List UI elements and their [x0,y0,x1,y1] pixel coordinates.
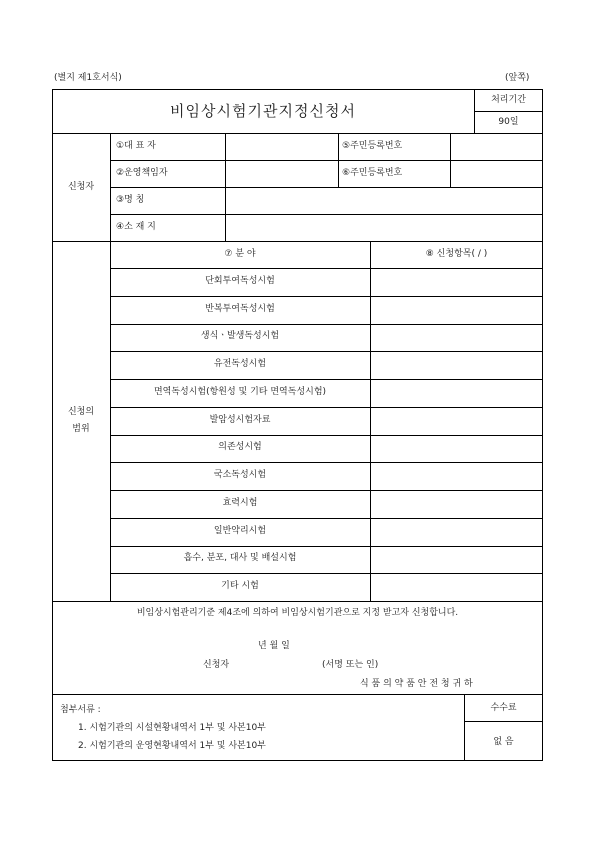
name-label: ③명 칭 [116,195,145,205]
scope-field-label: 생식ㆍ발생독성시험 [200,331,280,341]
scope-field-label: 발암성시험자료 [209,415,271,425]
scope-field-label: 흡수, 분포, 대사 및 배설시험 [183,553,297,563]
attachment-item: 1. 시험기관의 시설현황내역서 1부 및 사본10부 [78,723,266,733]
scope-field-label: 단회투여독성시험 [205,276,275,286]
rrn2-label: ⑥주민등록번호 [342,168,403,178]
processing-period-value: 90일 [498,117,519,127]
signature-note: (서명 또는 인) [322,660,379,670]
scope-field-label: 의존성시험 [218,442,262,452]
representative-label: ①대 표 자 [116,141,156,151]
scope-item-field[interactable] [371,574,542,600]
scope-item-field[interactable] [371,436,542,462]
scope-field-label: 유전독성시험 [213,359,267,369]
items-header: ⑧ 신청항목( / ) [425,249,488,259]
scope-item-field[interactable] [371,380,542,406]
scope-field-label: 반복투여독성시험 [205,304,275,314]
form-title: 비임상시험기관지정신청서 [170,102,356,120]
rrn1-label: ⑤주민등록번호 [342,141,403,151]
address-label: ④소 재 지 [116,222,156,232]
signature-field[interactable] [240,656,318,672]
fee-label: 수수료 [490,703,517,713]
scope-label-line2: 범위 [72,424,90,434]
representative-field[interactable] [226,134,337,160]
applicant-sign-label: 신청자 [203,660,230,670]
scope-item-field[interactable] [371,547,542,573]
scope-field-label: 국소독성시험 [213,470,267,480]
processing-period-label: 처리기간 [491,95,526,105]
scope-field-label: 면역독성시험(항원성 및 기타 면역독성시험) [153,387,327,397]
statement-text: 비임상시험관리기준 제4조에 의하여 비임상시험기관으로 지정 받고자 신청합니다. [136,608,459,618]
attachments-label: 첨부서류 : [60,705,101,715]
manager-label: ②운영책임자 [116,168,168,178]
scope-item-field[interactable] [371,463,542,489]
rrn2-field[interactable] [451,161,542,187]
name-field[interactable] [226,188,542,214]
date-line: 년 월 일 [258,641,290,651]
scope-field-label: 기타 시험 [221,581,259,591]
fee-value: 없 음 [493,737,514,747]
scope-item-field[interactable] [371,352,542,378]
address-field[interactable] [226,215,542,241]
attachment-item: 2. 시험기관의 운영현황내역서 1부 및 사본10부 [78,741,266,751]
rrn1-field[interactable] [451,134,542,160]
scope-field-label: 효력시험 [222,498,258,508]
field-header: ⑦ 분 야 [224,249,256,259]
scope-item-field[interactable] [371,519,542,545]
scope-item-field[interactable] [371,491,542,517]
manager-field[interactable] [226,161,337,187]
scope-item-field[interactable] [371,297,542,323]
scope-item-field[interactable] [371,325,542,351]
applicant-section-label: 신청자 [67,182,95,192]
recipient: 식 품 의 약 품 안 전 청 귀 하 [360,679,473,689]
scope-label-line1: 신청의 [67,407,95,417]
scope-item-field[interactable] [371,269,542,295]
scope-item-field[interactable] [371,408,542,434]
scope-field-label: 일반약리시험 [213,526,267,536]
page-side: (앞쪽) [505,73,530,83]
form-number: (별지 제1호서식) [54,73,122,83]
